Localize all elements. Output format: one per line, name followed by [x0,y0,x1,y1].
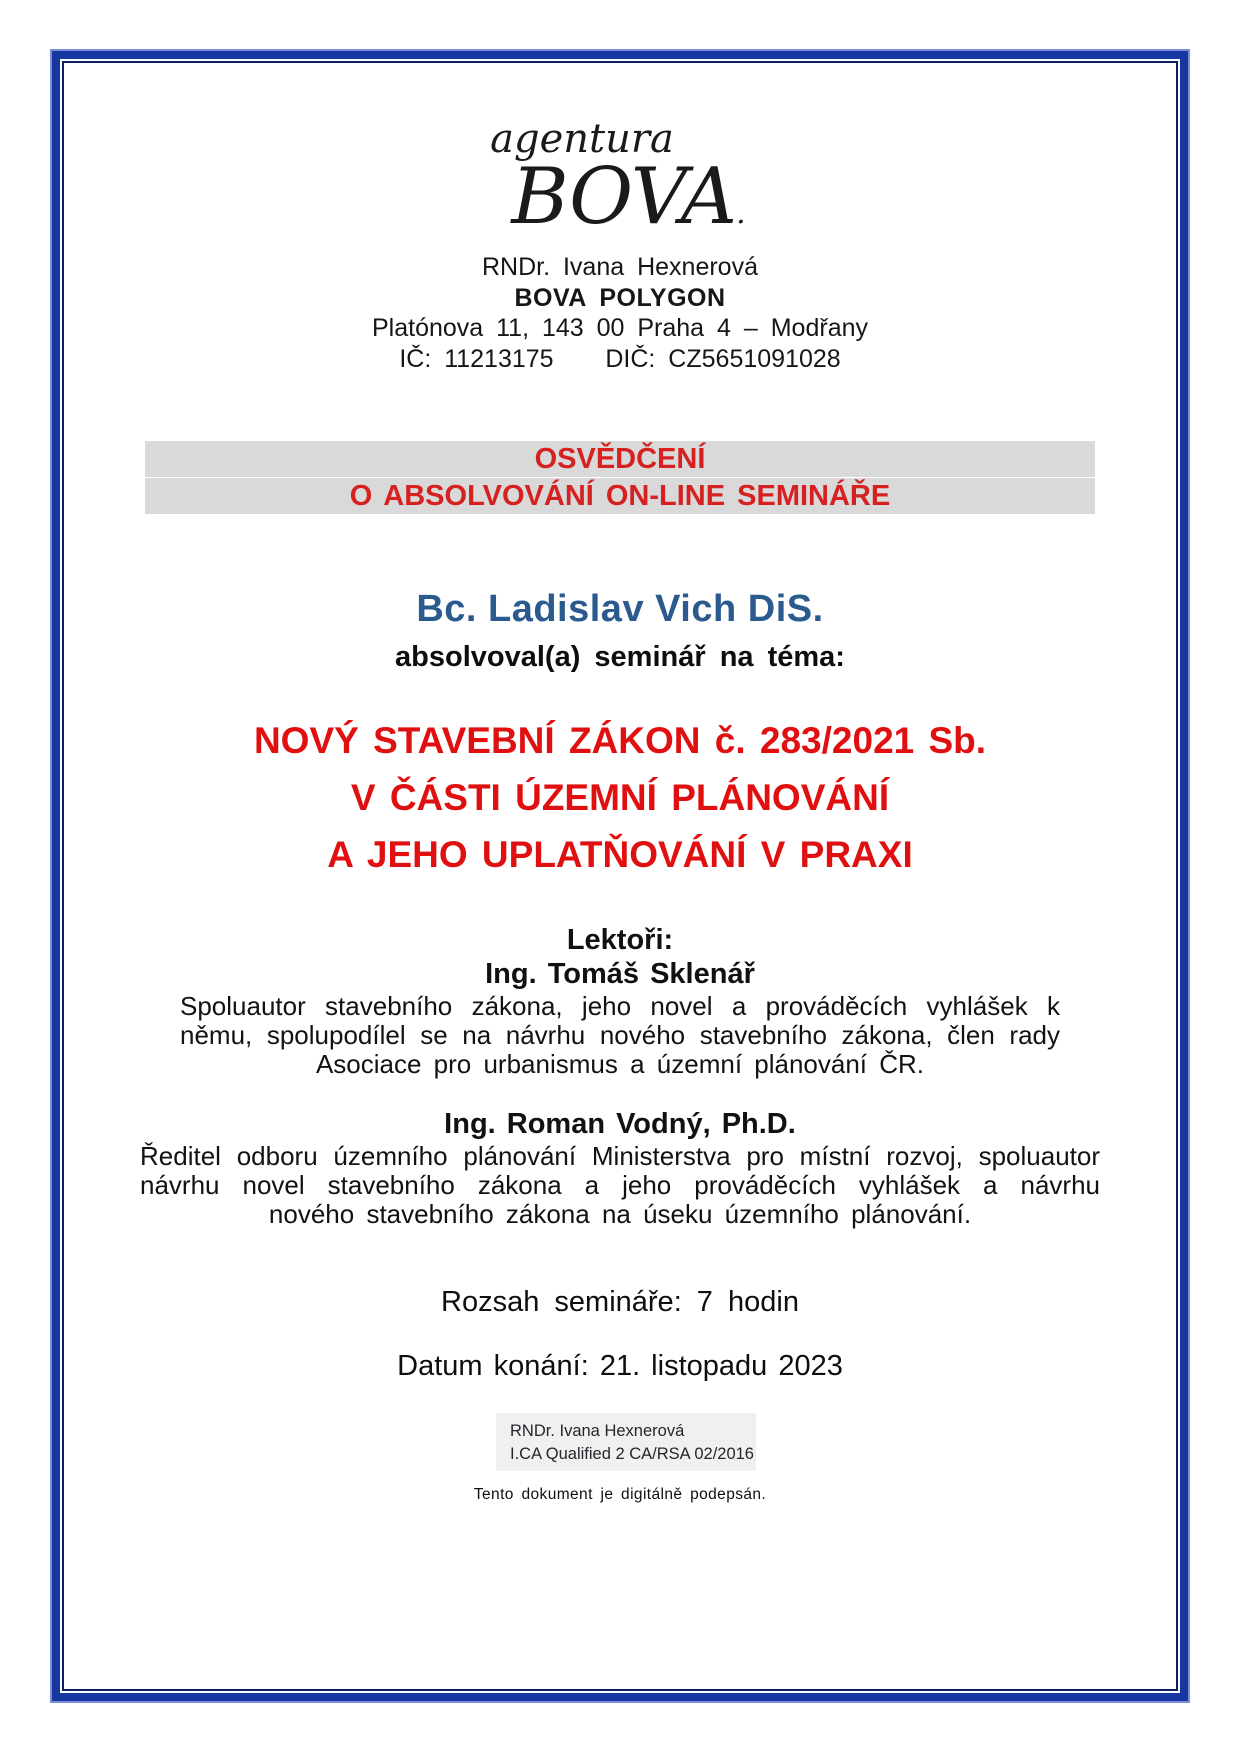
banner-line-1: OSVĚDČENÍ [145,441,1095,477]
signature-certificate-authority: I.CA Qualified 2 CA/RSA 02/2016 [510,1445,754,1463]
lecturers-heading: Lektoři: [566,924,674,956]
lecturer-2-name: Ing. Roman Vodný, Ph.D. [444,1108,796,1140]
digital-signature-box [496,1413,756,1471]
seminar-title-line-1: NOVÝ STAVEBNÍ ZÁKON č. 283/2021 Sb. [253,720,987,761]
seminar-title-line-3: A JEHO UPLATŇOVÁNÍ V PRAXI [327,834,913,875]
seminar-date: Datum konání: 21. listopadu 2023 [397,1350,843,1382]
attendee-name: Bc. Ladislav Vich DiS. [416,588,824,630]
lecturer-1-bio: Spoluautor stavebního zákona, jeho novel a prováděcích vyhlášek k němu, spolupodílel se na návrhu nového stavebního zákona, člen rady Asociace pro urbanismus a územní plánování ČR. [180,991,1060,1079]
seminar-title [0,712,1240,883]
lecturer-2-bio: Ředitel odboru územního plánování Ministerstva pro místní rozvoj, spoluautor návrhu novel stavebního zákona a jeho prováděcích vyhlášek a návrhu nového stavebního zákona na úseku územního plánování. [140,1141,1100,1229]
seminar-scope: Rozsah semináře: 7 hodin [441,1286,799,1318]
lecturer-1-name: Ing. Tomáš Sklenář [485,958,755,990]
logo-word-agentura: agentura [490,116,674,162]
attendee-subtitle: absolvoval(a) seminář na téma: [395,641,845,673]
digital-signature-note: Tento dokument je digitálně podepsán. [473,1486,767,1503]
logo-word-bova-text: BOVA [511,152,737,242]
agency-logo [0,118,1240,251]
org-address: Platónova 11, 143 00 Praha 4 – Modřany [371,314,869,342]
signature-signer-name: RNDr. Ivana Hexnerová [510,1422,685,1440]
org-company-name: BOVA POLYGON [514,283,726,312]
logo-word-bova [8,152,1240,251]
org-contact-name: RNDr. Ivana Hexnerová [481,253,758,281]
logo-dot: . [736,196,745,231]
organization-block [0,252,1240,374]
certificate-title-banner [145,441,1095,515]
seminar-title-line-2: V ČÁSTI ÚZEMNÍ PLÁNOVÁNÍ [350,777,890,818]
org-registration-ids: IČ: 11213175 DIČ: CZ5651091028 [399,344,841,373]
banner-line-2: O ABSOLVOVÁNÍ ON-LINE SEMINÁŘE [145,478,1095,514]
